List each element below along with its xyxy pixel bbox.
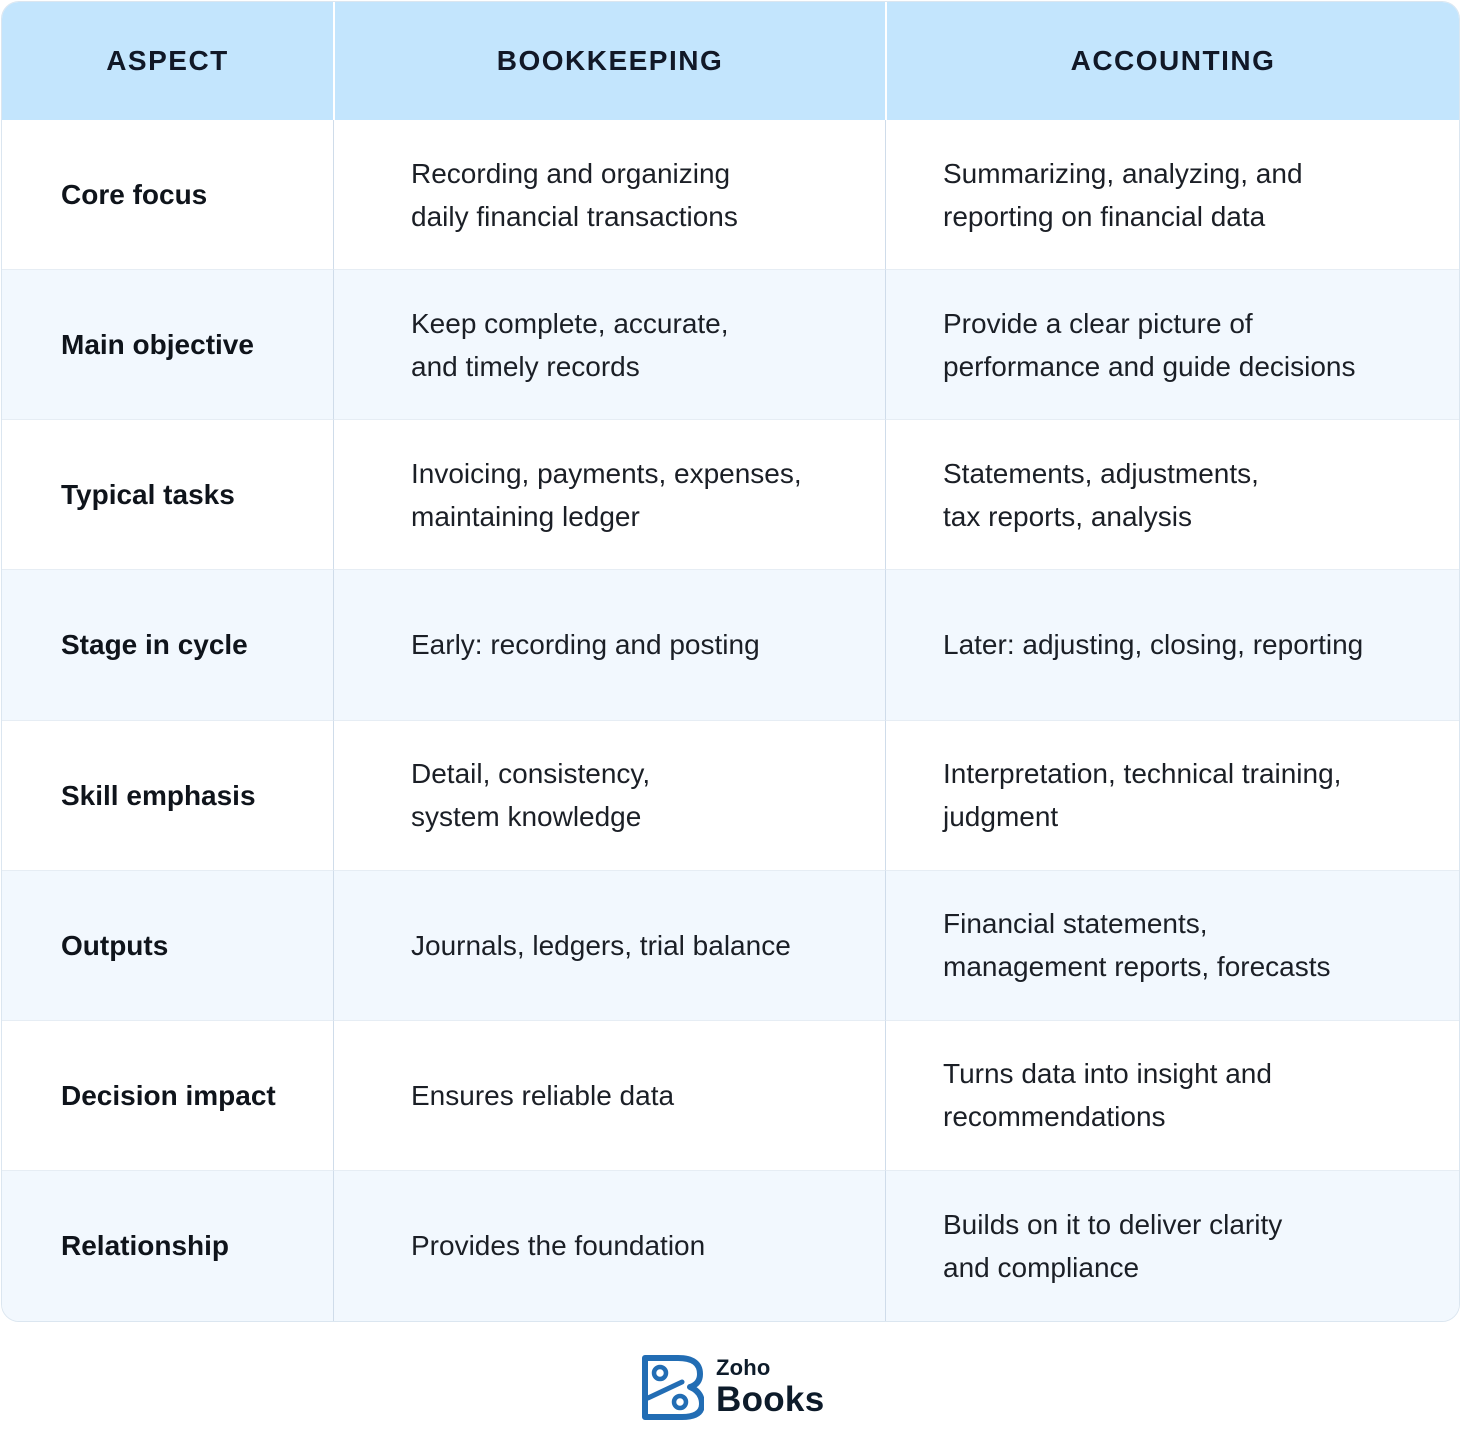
row-6-aspect xyxy=(2,871,333,1021)
logo-text xyxy=(716,1357,824,1417)
row-2-accounting xyxy=(885,270,1459,420)
row-7-aspect xyxy=(2,1021,333,1171)
row-3-aspect xyxy=(2,420,333,570)
zoho-books-logo xyxy=(638,1352,828,1422)
row-2-bookkeeping xyxy=(333,270,885,420)
row-3-bookkeeping-text: Invoicing, payments, expenses, maintaining ledger xyxy=(411,457,802,532)
row-6-aspect-text: Outputs xyxy=(61,929,169,961)
row-2-aspect xyxy=(2,270,333,420)
row-7-bookkeeping-text: Ensures reliable data xyxy=(411,1079,675,1111)
row-4-bookkeeping-text: Early: recording and posting xyxy=(411,629,760,661)
row-8-bookkeeping-text: Provides the foundation xyxy=(411,1230,706,1262)
header-bookkeeping: BOOKKEEPING xyxy=(333,2,885,120)
row-3-aspect-text: Typical tasks xyxy=(61,479,235,511)
row-5-bookkeeping-text: Detail, consistency, system knowledge xyxy=(411,758,651,833)
row-7-bookkeeping xyxy=(333,1021,885,1171)
logo-product: Books xyxy=(716,1380,825,1419)
row-1-bookkeeping-text: Recording and organizing daily financial transactions xyxy=(411,157,738,232)
row-1-aspect xyxy=(2,120,333,270)
row-1-accounting xyxy=(885,120,1459,270)
row-5-bookkeeping xyxy=(333,721,885,871)
row-8-accounting-text: Builds on it to deliver clarity and compliance xyxy=(943,1208,1283,1283)
header-aspect: ASPECT xyxy=(2,2,333,120)
logo-brand: Zoho xyxy=(716,1355,771,1380)
row-8-accounting xyxy=(885,1171,1459,1321)
zoho-books-icon xyxy=(638,1354,704,1420)
row-5-accounting-text: Interpretation, technical training, judgment xyxy=(943,758,1342,833)
row-5-aspect-text: Skill emphasis xyxy=(61,779,256,811)
row-2-accounting-text: Provide a clear picture of performance and guide decisions xyxy=(943,307,1356,382)
row-6-accounting-text: Financial statements, management reports, forecasts xyxy=(943,908,1331,983)
row-4-accounting-text: Later: adjusting, closing, reporting xyxy=(943,629,1364,661)
row-8-aspect xyxy=(2,1171,333,1321)
row-2-bookkeeping-text: Keep complete, accurate, and timely records xyxy=(411,307,729,382)
row-4-aspect xyxy=(2,570,333,720)
row-8-aspect-text: Relationship xyxy=(61,1230,230,1262)
header-accounting: ACCOUNTING xyxy=(885,2,1459,120)
row-8-bookkeeping xyxy=(333,1171,885,1321)
row-6-accounting xyxy=(885,871,1459,1021)
row-3-accounting xyxy=(885,420,1459,570)
row-4-bookkeeping xyxy=(333,570,885,720)
row-1-aspect-text: Core focus xyxy=(61,179,208,211)
row-6-bookkeeping xyxy=(333,871,885,1021)
row-3-accounting-text: Statements, adjustments, tax reports, analysis xyxy=(943,457,1259,532)
row-7-aspect-text: Decision impact xyxy=(61,1079,276,1111)
row-7-accounting-text: Turns data into insight and recommendations xyxy=(943,1058,1272,1133)
row-6-bookkeeping-text: Journals, ledgers, trial balance xyxy=(411,929,791,961)
comparison-table-card xyxy=(1,1,1460,1322)
row-1-bookkeeping xyxy=(333,120,885,270)
comparison-table xyxy=(2,2,1459,1321)
row-5-aspect xyxy=(2,721,333,871)
row-1-accounting-text: Summarizing, analyzing, and reporting on financial data xyxy=(943,157,1303,232)
row-4-aspect-text: Stage in cycle xyxy=(61,629,248,661)
row-4-accounting xyxy=(885,570,1459,720)
row-3-bookkeeping xyxy=(333,420,885,570)
row-2-aspect-text: Main objective xyxy=(61,329,254,361)
row-7-accounting xyxy=(885,1021,1459,1171)
row-5-accounting xyxy=(885,721,1459,871)
